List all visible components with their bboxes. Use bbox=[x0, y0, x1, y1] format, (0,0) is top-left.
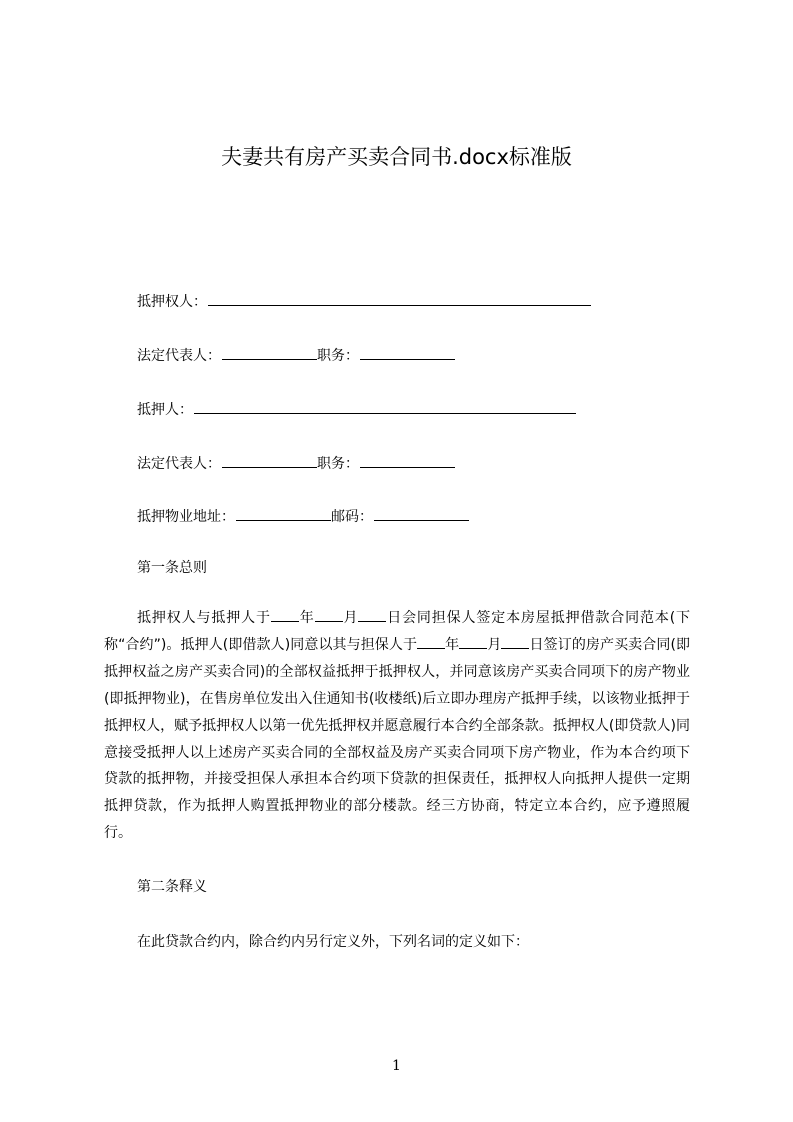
month-blank-2[interactable] bbox=[459, 634, 487, 649]
position-1-blank[interactable] bbox=[360, 344, 455, 360]
article-1-paragraph bbox=[104, 605, 690, 847]
legal-rep-1-line bbox=[137, 344, 455, 366]
article-1-text-3: 月 bbox=[342, 610, 359, 626]
legal-rep-2-blank[interactable] bbox=[222, 452, 317, 468]
page-number: 1 bbox=[392, 1058, 401, 1074]
article-1-text-1: 抵押权人与抵押人于 bbox=[137, 610, 271, 626]
legal-rep-2-line bbox=[137, 452, 455, 474]
position-2-blank[interactable] bbox=[360, 452, 455, 468]
legal-rep-1-blank[interactable] bbox=[222, 344, 317, 360]
article-1-text-7: 日签订的房产买卖合同(即抵押权益之房产买卖合同)的全部权益抵押于抵押权人，并同意该房产买卖合同项下的房产物业(即抵押物业)，在售房单位发出入住通知书(收楼纸)后立即办理房产抵押手续，以该物业抵押于抵押权人，赋予抵押权人以第一优先抵押权并愿意履行本合约全部条款。抵押权人(即贷款人)同意接受抵押人以上述房产买卖合同的全部权益及房产买卖合同项下房产物业，作为本合约项下贷款的抵押物，并接受担保人承担本合约项下贷款的担保责任，抵押权人向抵押人提供一定期抵押贷款，作为抵押人购置抵押物业的部分楼款。经三方协商，特定立本合约，应予遵照履行。 bbox=[104, 636, 691, 842]
year-blank-1[interactable] bbox=[271, 607, 299, 622]
mortgagor-blank[interactable] bbox=[194, 398, 576, 414]
property-address-line bbox=[137, 505, 469, 527]
article-1-text-5: 年 bbox=[445, 636, 460, 653]
document-title: 夫妻共有房产买卖合同书.docx标准版 bbox=[221, 145, 572, 169]
article-1-heading: 第一条总则 bbox=[137, 560, 207, 576]
position-2-label: 职务： bbox=[317, 456, 359, 472]
month-blank-1[interactable] bbox=[315, 607, 343, 622]
year-blank-2[interactable] bbox=[417, 634, 445, 649]
mortgagee-blank[interactable] bbox=[208, 290, 591, 306]
postcode-blank[interactable] bbox=[374, 505, 469, 521]
article-1-text-6: 月 bbox=[487, 636, 502, 653]
property-address-label: 抵押物业地址： bbox=[137, 509, 235, 525]
mortgagee-line bbox=[137, 290, 591, 312]
mortgagor-line bbox=[137, 398, 576, 420]
position-1-label: 职务： bbox=[317, 348, 359, 364]
legal-rep-1-label: 法定代表人： bbox=[137, 348, 221, 364]
mortgagor-label: 抵押人： bbox=[137, 402, 193, 418]
property-address-blank[interactable] bbox=[236, 505, 331, 521]
mortgagee-label: 抵押权人： bbox=[137, 294, 207, 310]
day-blank-1[interactable] bbox=[358, 607, 386, 622]
article-2-heading: 第二条释义 bbox=[137, 879, 207, 895]
article-1-text-2: 年 bbox=[298, 610, 315, 626]
postcode-label: 邮码： bbox=[331, 509, 373, 525]
day-blank-2[interactable] bbox=[501, 634, 529, 649]
article-1-text-4: 日会同担保人签定本房屋抵押借款合同范本(下称“合约”)。抵押人(即借款人)同意以其与担保人于 bbox=[104, 610, 691, 653]
article-2-intro: 在此贷款合约内，除合约内另行定义外，下列名词的定义如下： bbox=[137, 934, 529, 950]
legal-rep-2-label: 法定代表人： bbox=[137, 456, 221, 472]
